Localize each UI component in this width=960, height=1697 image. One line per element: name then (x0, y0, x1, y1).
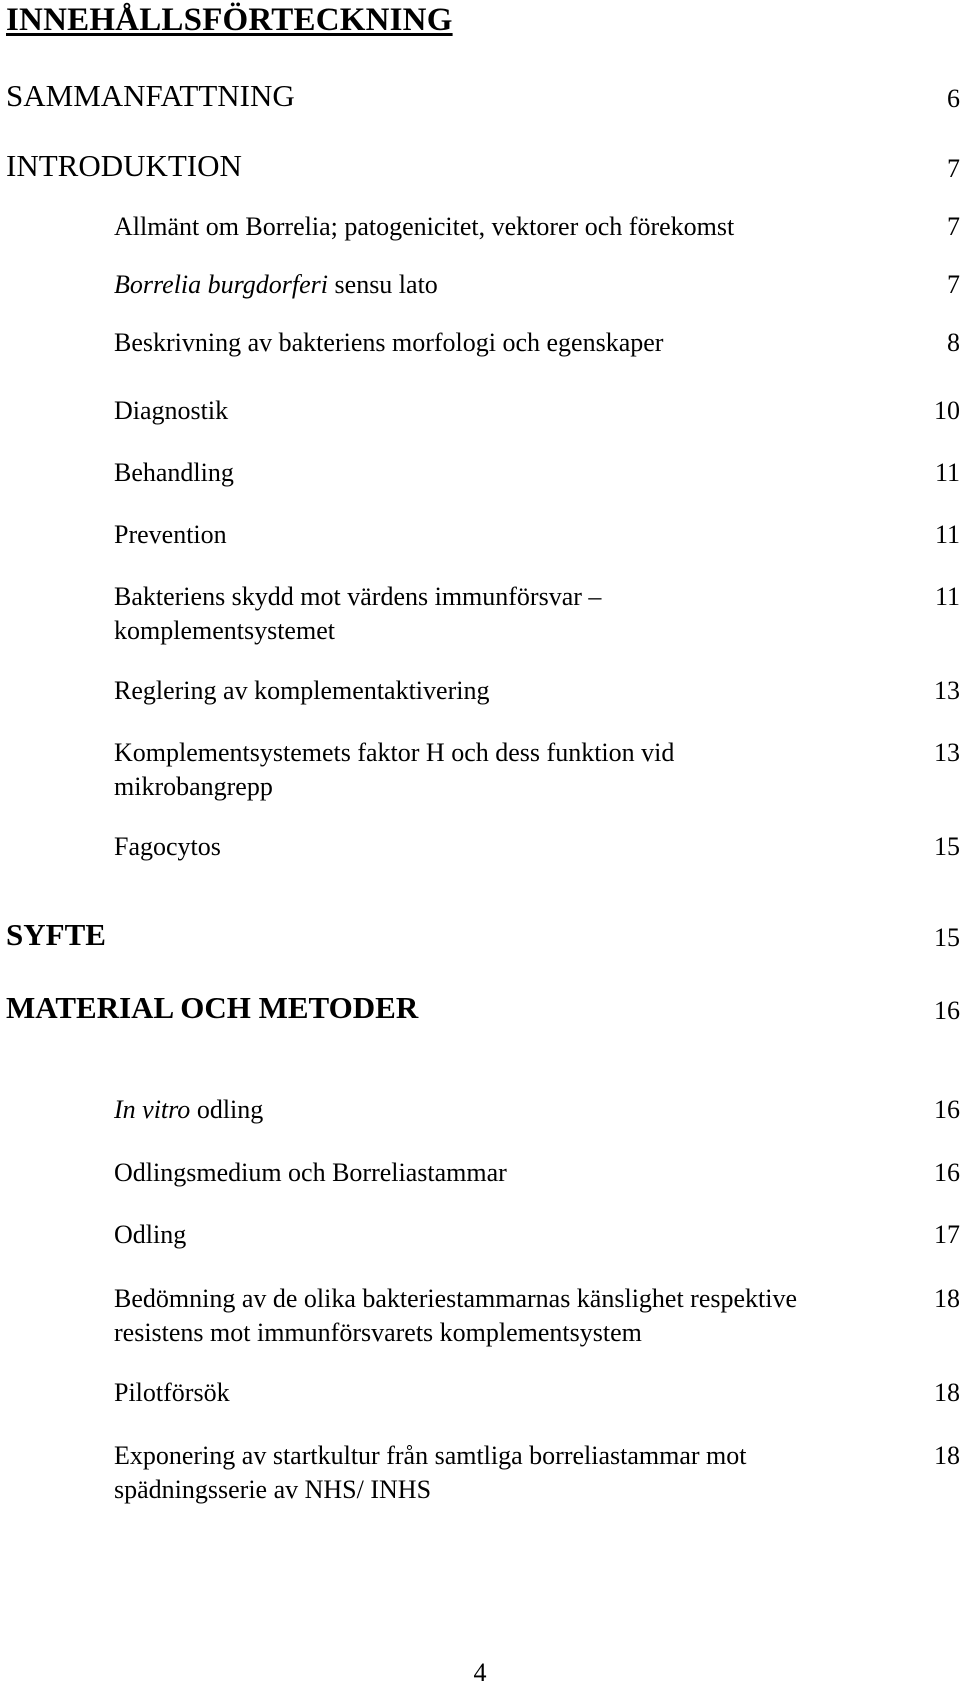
toc-entry-label: Bakteriens skydd mot värdens immunförsvar – komplementsystemet (114, 582, 602, 645)
toc-entry-page: 8 (947, 328, 960, 357)
toc-entry-label: Reglering av komplementaktivering (114, 676, 490, 705)
toc-entry-label (114, 268, 754, 302)
toc-entry-page: 6 (947, 84, 960, 113)
toc-entry-page: 11 (934, 582, 960, 611)
toc-entry-page: 15 (934, 923, 960, 952)
toc-entry-label: Fagocytos (114, 832, 221, 861)
toc-entry-label: Odling (114, 1220, 187, 1249)
toc-entry-page: 18 (934, 1441, 960, 1470)
toc-entry-label: MATERIAL OCH METODER (6, 990, 419, 1025)
toc-entry-page: 18 (934, 1284, 960, 1313)
toc-entry-page: 16 (934, 1095, 960, 1124)
toc-entry-page: 7 (947, 154, 960, 183)
toc-entry-label: Diagnostik (114, 396, 229, 425)
toc-entry-label-rest: odling (190, 1095, 264, 1124)
toc-entry-label: SYFTE (6, 917, 106, 952)
toc-entry-label: Beskrivning av bakteriens morfologi och egenskaper (114, 328, 664, 357)
page-number: 4 (473, 1658, 487, 1687)
toc-entry-label: Behandling (114, 458, 234, 487)
toc-entry-page: 13 (934, 738, 960, 767)
toc-title: INNEHÅLLSFÖRTECKNING (6, 2, 453, 38)
toc-entry-label: Odlingsmedium och Borreliastammar (114, 1158, 507, 1187)
toc-entry-label: Allmänt om Borrelia; patogenicitet, vektorer och förekomst (114, 212, 735, 241)
toc-entry-page: 7 (947, 212, 960, 241)
toc-entry-page: 11 (934, 458, 960, 487)
toc-entry-page: 17 (934, 1220, 960, 1249)
toc-entry-label: Exponering av startkultur från samtliga borreliastammar mot spädningsserie av NHS/ INHS (114, 1441, 747, 1504)
toc-entry-page: 16 (934, 996, 960, 1025)
toc-entry-page: 13 (934, 676, 960, 705)
toc-entry-page: 16 (934, 1158, 960, 1187)
toc-entry-label: SAMMANFATTNING (6, 78, 295, 113)
toc-entry-page: 11 (934, 520, 960, 549)
toc-entry-label-italic: Borrelia burgdorferi (114, 270, 329, 299)
toc-entry-label: Prevention (114, 520, 227, 549)
toc-entry-label: INTRODUKTION (6, 148, 242, 183)
toc-entry-label-italic: In vitro (114, 1095, 191, 1124)
toc-entry-label: Bedömning av de olika bakteriestammarnas känslighet respektive resistens mot immunförsvarets komplementsystem (114, 1284, 798, 1347)
toc-entry-label (114, 1093, 754, 1127)
toc-entry-page: 15 (934, 832, 960, 861)
toc-entry-page: 18 (934, 1378, 960, 1407)
toc-entry-page: 10 (934, 396, 960, 425)
toc-entry-label: Komplementsystemets faktor H och dess funktion vid mikrobangrepp (114, 738, 675, 801)
toc-entry-page: 7 (947, 270, 960, 299)
toc-entry-label: Pilotförsök (114, 1378, 230, 1407)
toc-entry-label-rest: sensu lato (328, 270, 438, 299)
